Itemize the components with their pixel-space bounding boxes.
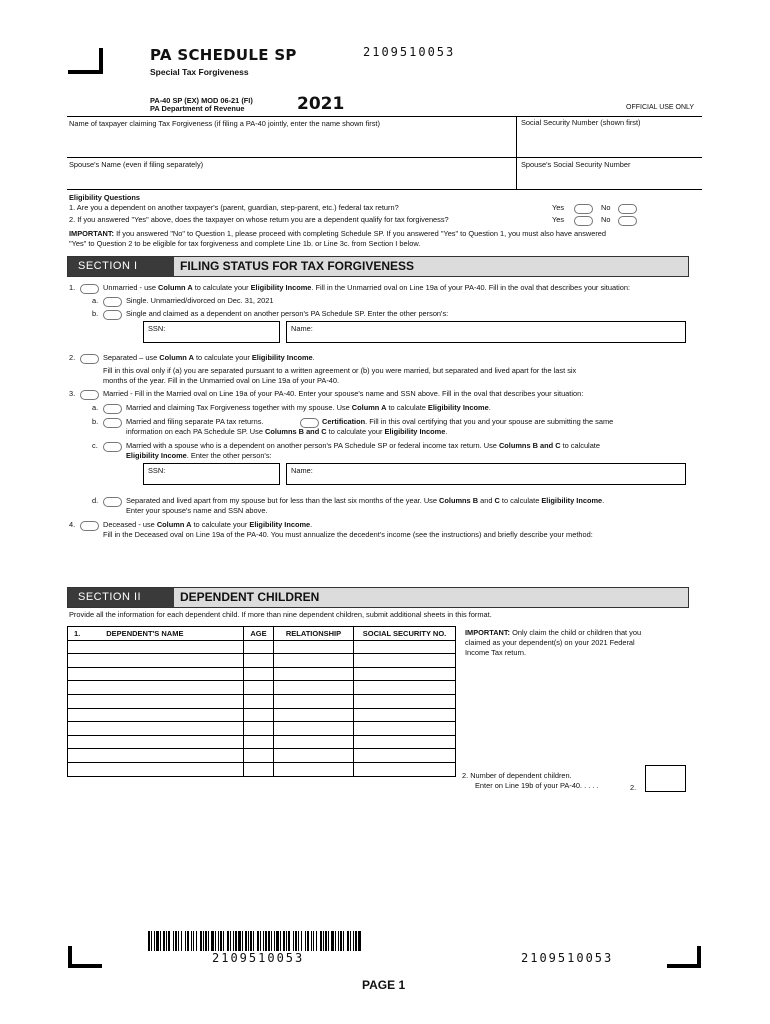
dependent-name-cell[interactable] <box>68 654 244 668</box>
table-row <box>68 735 456 749</box>
text: Eligibility Income <box>251 353 313 362</box>
text: and <box>478 496 495 505</box>
line-3b-text: Married and filing separate PA tax returns. <box>126 417 264 426</box>
text: Columns B and C <box>265 427 327 436</box>
ssn-cell[interactable] <box>354 722 456 736</box>
line-3b-letter: b. <box>92 417 99 426</box>
dependent-name-cell[interactable] <box>68 735 244 749</box>
table-row <box>68 749 456 763</box>
department-name: PA Department of Revenue <box>150 104 245 113</box>
table-row <box>68 681 456 695</box>
line-3c-name-field[interactable] <box>286 463 686 485</box>
q1-no-label: No <box>601 203 611 212</box>
text: Column A <box>158 283 193 292</box>
q1-yes-label: Yes <box>552 203 565 212</box>
relationship-cell[interactable] <box>274 708 354 722</box>
line-3-married-oval[interactable] <box>80 390 99 400</box>
ssn-cell[interactable] <box>354 749 456 763</box>
ssn-cell[interactable] <box>354 654 456 668</box>
dependent-name-cell[interactable] <box>68 749 244 763</box>
text: to calculate <box>560 441 600 450</box>
relationship-cell[interactable] <box>274 722 354 736</box>
line-3c-line1 <box>126 441 600 451</box>
line-3a-oval[interactable] <box>103 404 122 414</box>
barcode <box>148 931 363 953</box>
text: Married and claiming Tax Forgiveness together with my spouse. Use <box>126 403 352 412</box>
page-number: PAGE 1 <box>362 978 406 992</box>
section-2-intro: Provide all the information for each dependent child. If more than nine dependent children, submit additional sheets in this format. <box>69 610 492 619</box>
text: . Enter the other person's: <box>186 451 272 460</box>
text: information on each PA Schedule SP. Use <box>126 427 266 436</box>
line-3c-oval[interactable] <box>103 442 122 452</box>
divider <box>67 116 702 117</box>
relationship-cell[interactable] <box>274 735 354 749</box>
divider <box>67 189 702 190</box>
ssn-cell[interactable] <box>354 667 456 681</box>
text: Columns B <box>439 496 479 505</box>
divider <box>516 116 517 190</box>
section-2-tag: SECTION II <box>68 588 174 607</box>
line-1b-text: Single and claimed as a dependent on another person's PA Schedule SP. Enter the other person's: <box>126 309 449 318</box>
text: Separated – use <box>103 353 160 362</box>
age-cell[interactable] <box>244 694 274 708</box>
line-3-number: 3. <box>69 389 76 398</box>
dependent-name-cell[interactable] <box>68 708 244 722</box>
ssn-cell[interactable] <box>354 681 456 695</box>
line-3c-line2 <box>126 451 272 461</box>
spouse-ssn-field[interactable] <box>519 170 699 188</box>
line-3b-certification <box>322 417 613 427</box>
relationship-cell[interactable] <box>274 762 354 776</box>
line-1b-letter: b. <box>92 309 99 318</box>
age-cell[interactable] <box>244 640 274 654</box>
dependent-count-box-label: 2. <box>630 783 637 792</box>
official-use-label: OFFICIAL USE ONLY <box>626 104 695 111</box>
age-cell[interactable] <box>244 749 274 763</box>
eligibility-heading: Eligibility Questions <box>69 193 141 202</box>
q1-no-oval[interactable] <box>618 204 637 214</box>
text: Eligibility Income <box>249 520 311 529</box>
line-4-text <box>103 520 312 530</box>
ssn-label: SSN: <box>148 466 166 475</box>
text: to calculate your <box>193 353 252 362</box>
spouse-name-label: Spouse's Name (even if filing separately) <box>69 160 204 169</box>
column-dependent-name: DEPENDENT'S NAME <box>106 628 184 638</box>
line-3b-line2 <box>126 427 447 437</box>
section-2-important-line3: Income Tax return. <box>465 648 527 657</box>
relationship-cell[interactable] <box>274 640 354 654</box>
text: Unmarried - use <box>103 283 159 292</box>
relationship-cell[interactable] <box>274 667 354 681</box>
line-3-text: Married - Fill in the Married oval on Line 19a of your PA-40. Enter your spouse's name and SSN above. Fill in the oval that describes your situation: <box>103 389 584 398</box>
section-2-important-line2: claimed as your dependent(s) on your 2021 Federal <box>465 638 635 647</box>
ssn-cell[interactable] <box>354 640 456 654</box>
dependents-table <box>67 626 456 777</box>
column-ssn: SOCIAL SECURITY NO. <box>354 627 456 641</box>
taxpayer-name-label: Name of taxpayer claiming Tax Forgiveness (if filing a PA-40 jointly, enter the name shown first) <box>69 119 380 128</box>
relationship-cell[interactable] <box>274 694 354 708</box>
text: Certification <box>322 417 366 426</box>
dependent-count-instruction: Enter on Line 19b of your PA-40. . . . . <box>475 781 599 790</box>
section-1-title: FILING STATUS FOR TAX FORGIVENESS <box>174 257 688 276</box>
dependent-name-cell[interactable] <box>68 722 244 736</box>
dependent-name-cell[interactable] <box>68 681 244 695</box>
tax-year: 2021 <box>297 94 345 114</box>
line-3a-letter: a. <box>92 403 99 412</box>
text: . <box>445 427 448 436</box>
section-2-title: DEPENDENT CHILDREN <box>174 588 688 607</box>
age-cell[interactable] <box>244 654 274 668</box>
table-row <box>68 667 456 681</box>
spouse-ssn-label: Spouse's Social Security Number <box>521 160 631 169</box>
table-row <box>68 654 456 668</box>
dependent-count-label: 2. Number of dependent children. <box>462 771 572 780</box>
line-3b-oval[interactable] <box>103 418 122 428</box>
ssn-label: SSN: <box>148 324 166 333</box>
text: to calculate your <box>326 427 385 436</box>
line-3d-line2: Enter your spouse's name and SSN above. <box>126 506 268 515</box>
dependent-name-cell[interactable] <box>68 694 244 708</box>
text: to calculate your <box>192 283 251 292</box>
text: Eligibility Income <box>250 283 312 292</box>
q2-yes-label: Yes <box>552 215 565 224</box>
text: Eligibility Income <box>384 427 446 436</box>
column-header <box>68 627 244 641</box>
text: Eligibility Income <box>427 403 489 412</box>
relationship-cell[interactable] <box>274 654 354 668</box>
table-row <box>68 694 456 708</box>
line-2-sub2: months of the year. Fill in the Unmarried oval on Line 19a of your PA-40. <box>103 376 340 385</box>
line-4-sub: Fill in the Deceased oval on Line 19a of the PA-40. You must annualize the decedent's income (see the instructions) and briefly describe your method: <box>103 530 593 539</box>
line-2-number: 2. <box>69 353 76 362</box>
line-1-text <box>103 283 630 293</box>
section-1-tag: SECTION I <box>68 257 174 276</box>
barcode-number-left: 2109510053 <box>212 951 305 965</box>
line-1b-oval[interactable] <box>103 310 122 320</box>
q1-yes-oval[interactable] <box>574 204 593 214</box>
age-cell[interactable] <box>244 667 274 681</box>
line-3c-ssn-field[interactable] <box>143 463 280 485</box>
line-1b-ssn-field[interactable] <box>143 321 280 343</box>
q2-yes-oval[interactable] <box>574 216 593 226</box>
line-2-sub1: Fill in this oval only if (a) you are separated pursuant to a written agreement or (b) you were married, but separated and lived apart for the last six <box>103 366 577 375</box>
text: . <box>602 496 605 505</box>
text: . Fill in the Unmarried oval on Line 19a of your PA-40. Fill in the oval that describes your situation: <box>311 283 631 292</box>
table-row <box>68 722 456 736</box>
name-label: Name: <box>291 324 313 333</box>
q2-no-label: No <box>601 215 611 224</box>
age-cell[interactable] <box>244 735 274 749</box>
form-title: PA SCHEDULE SP <box>150 46 297 64</box>
dependent-name-cell[interactable] <box>68 640 244 654</box>
ssn-label: Social Security Number (shown first) <box>521 118 641 127</box>
text: Column A <box>159 353 194 362</box>
text: Eligibility Income <box>126 451 187 460</box>
line-3c-letter: c. <box>92 441 98 450</box>
important-text: If you answered "No" to Question 1, please proceed with completing Schedule SP. If you answered "Yes" to Question 1, you must also have answered <box>114 229 607 238</box>
eligibility-important-line2: "Yes" to Question 2 to be eligible for tax forgiveness and complete Line 1b. or Line 3c. from Section I below. <box>69 239 421 248</box>
dependent-name-cell[interactable] <box>68 667 244 681</box>
section-1-header <box>67 256 689 277</box>
line-1a-letter: a. <box>92 296 99 305</box>
text: . <box>310 520 313 529</box>
text: to calculate your <box>191 520 250 529</box>
relationship-cell[interactable] <box>274 749 354 763</box>
divider <box>67 157 702 158</box>
section-2-important <box>465 628 690 638</box>
age-cell[interactable] <box>244 762 274 776</box>
ssn-cell[interactable] <box>354 708 456 722</box>
table-header-row <box>68 627 456 641</box>
line-3a-text <box>126 403 491 413</box>
section-2-header <box>67 587 689 608</box>
text: to calculate <box>386 403 428 412</box>
column-relationship: RELATIONSHIP <box>274 627 354 641</box>
eligibility-question-2: 2. If you answered "Yes" above, does the taxpayer on whose return you are a dependent qualify for tax forgiveness? <box>69 215 449 224</box>
ssn-cell[interactable] <box>354 762 456 776</box>
line-2-text <box>103 353 315 363</box>
line-3d-line1 <box>126 496 604 506</box>
line-1a-oval[interactable] <box>103 297 122 307</box>
ssn-field[interactable] <box>519 130 699 156</box>
text: Column A <box>351 403 387 412</box>
form-code: PA-40 SP (EX) MOD 06-21 (FI) <box>150 96 253 105</box>
text: to calculate <box>499 496 542 505</box>
text: . <box>488 403 491 412</box>
form-subtitle: Special Tax Forgiveness <box>150 67 249 77</box>
dependent-name-cell[interactable] <box>68 762 244 776</box>
age-cell[interactable] <box>244 681 274 695</box>
taxpayer-name-field[interactable] <box>69 130 514 156</box>
text: Column A <box>156 520 192 529</box>
text: . Fill in this oval certifying that you and your spouse are submitting the same <box>365 417 614 426</box>
line-1b-name-field[interactable] <box>286 321 686 343</box>
q2-no-oval[interactable] <box>618 216 637 226</box>
dependent-count-box[interactable] <box>645 765 686 792</box>
text: Eligibility Income <box>541 496 603 505</box>
line-4-number: 4. <box>69 520 76 529</box>
line-1a-text: Single. Unmarried/divorced on Dec. 31, 2021 <box>126 296 274 305</box>
ssn-cell[interactable] <box>354 735 456 749</box>
barcode-number-right: 2109510053 <box>521 951 614 965</box>
age-cell[interactable] <box>244 722 274 736</box>
line-4-deceased-oval[interactable] <box>80 521 99 531</box>
line-1-unmarried-oval[interactable] <box>80 284 99 294</box>
line-3d-oval[interactable] <box>103 497 122 507</box>
text: . <box>312 353 315 362</box>
column-age: AGE <box>244 627 274 641</box>
line-4-method-field[interactable] <box>103 542 688 578</box>
table-row <box>68 762 456 776</box>
table-row <box>68 640 456 654</box>
spouse-name-field[interactable] <box>69 170 514 188</box>
relationship-cell[interactable] <box>274 681 354 695</box>
eligibility-question-1: 1. Are you a dependent on another taxpayer's (parent, guardian, step-parent, etc.) federal tax return? <box>69 203 399 212</box>
text: Columns B and C <box>498 441 561 450</box>
important-text: Only claim the child or children that you <box>510 628 642 637</box>
line-2-separated-oval[interactable] <box>80 354 99 364</box>
row-number: 1. <box>74 628 81 638</box>
text: Married with a spouse who is a dependent on another person's PA Schedule SP or federal income tax return. Use <box>126 441 499 450</box>
name-label: Name: <box>291 466 313 475</box>
age-cell[interactable] <box>244 708 274 722</box>
table-row <box>68 708 456 722</box>
line-1-number: 1. <box>69 283 76 292</box>
important-label: IMPORTANT: <box>69 229 115 238</box>
important-label: IMPORTANT: <box>465 628 511 637</box>
text: Separated and lived apart from my spouse but for less than the last six months of the year. Use <box>126 496 440 505</box>
barcode-number-top: 2109510053 <box>363 45 456 59</box>
eligibility-important <box>69 229 709 239</box>
ssn-cell[interactable] <box>354 694 456 708</box>
line-3d-letter: d. <box>92 496 99 505</box>
text: Deceased - use <box>103 520 157 529</box>
text: C <box>494 496 500 505</box>
